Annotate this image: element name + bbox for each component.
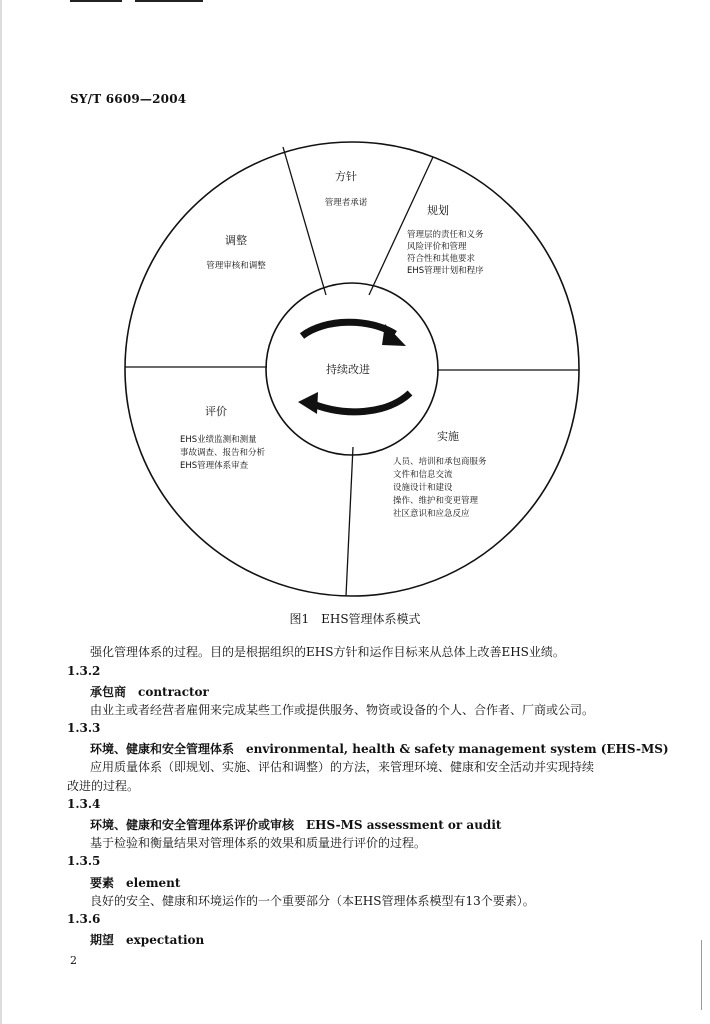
definition: 应用质量体系（即规划、实施、评估和调整）的方法，来管理环境、健康和安全活动并实现持续: [90, 760, 595, 774]
sector-title-policy: 方针: [335, 170, 357, 183]
sector-divider: [346, 447, 353, 596]
term-cn: 环境、健康和安全管理体系: [90, 742, 235, 756]
term-heading: [90, 740, 669, 757]
paragraph: 强化管理体系的过程。目的是根据组织的EHS方针和运作目标来从总体上改善EHS业绩。: [90, 645, 565, 659]
sector-divider: [283, 147, 326, 295]
arrow-head-icon: [298, 392, 318, 414]
cycle-arrow-bottom: [308, 393, 410, 412]
sector-title-implementation: 实施: [437, 430, 459, 443]
sector-item: EHS管理计划和程序: [407, 266, 484, 276]
clause-number: 1.3.2: [67, 664, 101, 678]
cycle-arrow-top: [302, 322, 395, 336]
sector-item: 文件和信息交流: [393, 470, 453, 480]
arrow-head-icon: [382, 324, 406, 346]
sector-item: 管理者承诺: [324, 198, 368, 208]
clause-number: 1.3.3: [67, 721, 101, 735]
sector-title-evaluation: 评价: [205, 405, 227, 418]
standard-number: SY/T 6609—2004: [70, 92, 187, 106]
sector-item: 管理审核和调整: [206, 261, 266, 271]
term-en: expectation: [126, 933, 205, 947]
term-heading: [90, 683, 209, 700]
sector-item: 设施设计和建设: [393, 483, 453, 493]
clause-number: 1.3.4: [67, 797, 101, 811]
term-cn: 要素: [90, 876, 115, 890]
sector-title-adjustment: 调整: [225, 234, 247, 247]
clause-number: 1.3.5: [67, 854, 101, 868]
term-en: environmental, health & safety management system (EHS-MS): [246, 742, 669, 756]
term-en: EHS-MS assessment or audit: [306, 818, 502, 832]
sector-item: 风险评价和管理: [407, 242, 467, 252]
sector-item: EHS业绩监测和测量: [180, 435, 257, 445]
definition-continued: 改进的过程。: [67, 779, 140, 793]
term-en: contractor: [138, 685, 209, 699]
center-label: 持续改进: [326, 363, 370, 376]
definition: 基于检验和衡量结果对管理体系的效果和质量进行评价的过程。: [90, 836, 427, 850]
term-en: element: [126, 876, 181, 890]
sector-item: 社区意识和应急反应: [393, 509, 470, 519]
figure-caption: 图1 EHS管理体系模式: [289, 612, 421, 626]
term-cn: 承包商: [90, 685, 127, 699]
sector-item: 操作、维护和变更管理: [393, 496, 479, 506]
sector-item: 人员、培训和承包商服务: [393, 457, 487, 467]
term-heading: [90, 931, 204, 948]
sector-item: 事故调查、报告和分析: [180, 448, 266, 458]
clause-number: 1.3.6: [67, 912, 101, 926]
definition: 良好的安全、健康和环境运作的一个重要部分（本EHS管理体系模型有13个要素）。: [90, 894, 535, 908]
definition: 由业主或者经营者雇佣来完成某些工作或提供服务、物资或设备的个人、合作者、厂商或公司。: [90, 703, 595, 717]
term-heading: [90, 816, 501, 833]
sector-item: EHS管理体系审查: [180, 461, 249, 471]
sector-item: 符合性和其他要求: [407, 254, 476, 264]
sector-item: 管理层的责任和义务: [407, 230, 484, 240]
page-number: 2: [70, 954, 77, 967]
term-cn: 环境、健康和安全管理体系评价或审核: [90, 818, 295, 832]
sector-title-planning: 规划: [427, 204, 449, 217]
term-heading: [90, 874, 180, 891]
term-cn: 期望: [90, 933, 115, 947]
scan-mark: [701, 940, 702, 1010]
